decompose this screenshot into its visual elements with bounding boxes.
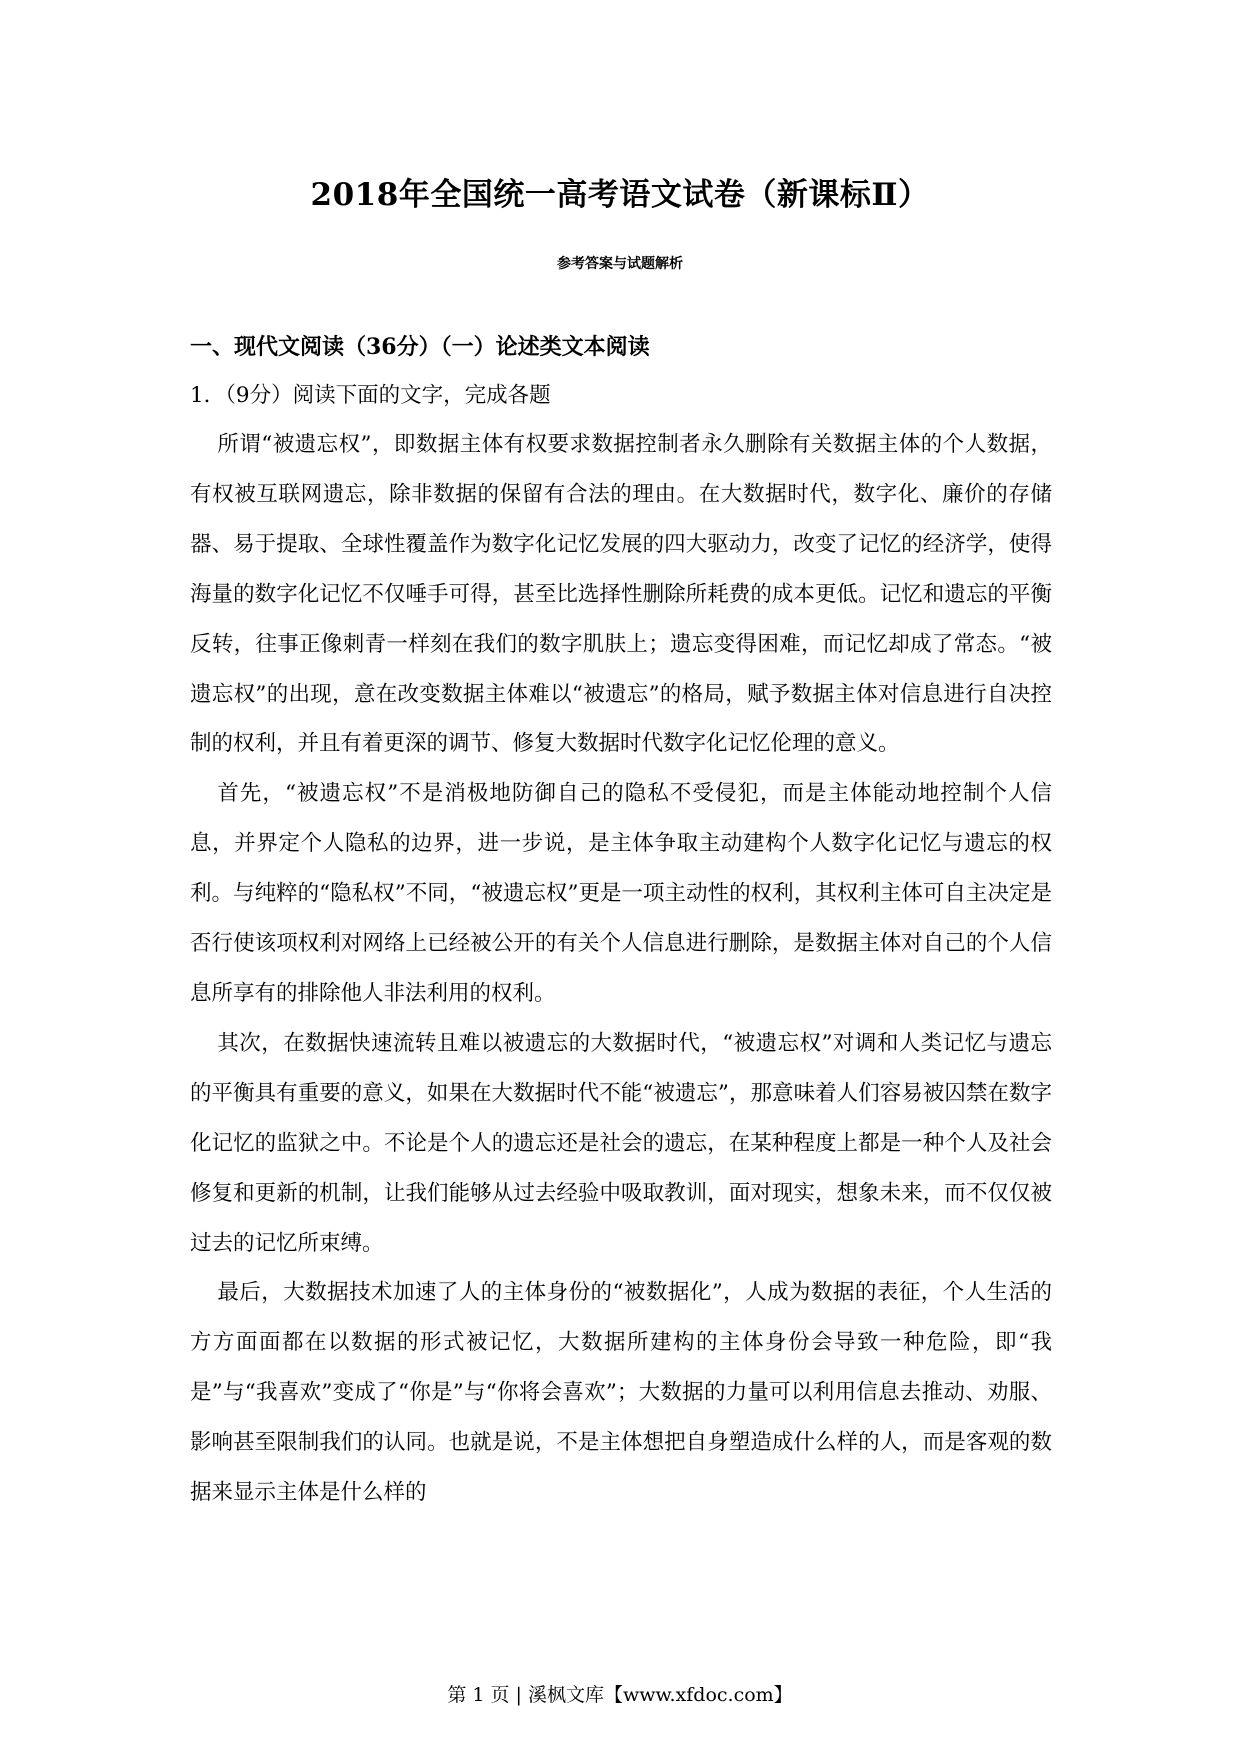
section-heading: 一、现代文阅读（36分）（一）论述类文本阅读: [190, 334, 650, 360]
passage-body: [190, 420, 1052, 1518]
passage-paragraph: 所谓“被遗忘权”，即数据主体有权要求数据控制者永久删除有关数据主体的个人数据，有权被互联网遗忘，除非数据的保留有合法的理由。在大数据时代，数字化、廉价的存储器、易于提取、全球性覆盖作为数字化记忆发展的四大驱动力，改变了记忆的经济学，使得海量的数字化记忆不仅唾手可得，甚至比选择性删除所耗费的成本更低。记忆和遗忘的平衡反转，往事正像刺青一样刻在我们的数字肌肤上；遗忘变得困难，而记忆却成了常态。“被遗忘权”的出现，意在改变数据主体难以“被遗忘”的格局，赋予数据主体对信息进行自决控制的权利，并且有着更深的调节、修复大数据时代数字化记忆伦理的意义。: [190, 432, 1052, 757]
passage-paragraph: 最后，大数据技术加速了人的主体身份的“被数据化”，人成为数据的表征，个人生活的方方面面都在以数据的形式被记忆，大数据所建构的主体身份会导致一种危险，即“我是”与“我喜欢”变成了“你是”与“你将会喜欢”；大数据的力量可以利用信息去推动、劝服、影响甚至限制我们的认同。也就是说，不是主体想把自身塑造成什么样的人，而是客观的数据来显示主体是什么样的: [190, 1280, 1052, 1506]
document-subtitle: 参考答案与试题解析: [557, 256, 683, 272]
passage-paragraph: 其次，在数据快速流转且难以被遗忘的大数据时代，“被遗忘权”对调和人类记忆与遗忘的平衡具有重要的意义，如果在大数据时代不能“被遗忘”，那意味着人们容易被囚禁在数字化记忆的监狱之中。不论是个人的遗忘还是社会的遗忘，在某种程度上都是一种个人及社会修复和更新的机制，让我们能够从过去经验中吸取教训，面对现实，想象未来，而不仅仅被过去的记忆所束缚。: [190, 1030, 1052, 1256]
page-footer: 第 1 页 | 溪枫文库【www.xfdoc.com】: [447, 1684, 793, 1706]
question-prompt: 1．（9分）阅读下面的文字，完成各题: [190, 383, 551, 408]
passage-paragraph: 首先，“被遗忘权”不是消极地防御自己的隐私不受侵犯，而是主体能动地控制个人信息，并界定个人隐私的边界，进一步说，是主体争取主动建构个人数字化记忆与遗忘的权利。与纯粹的“隐私权”不同，“被遗忘权”更是一项主动性的权利，其权利主体可自主决定是否行使该项权利对网络上已经被公开的有关个人信息进行删除，是数据主体对自己的个人信息所享有的排除他人非法利用的权利。: [190, 781, 1052, 1006]
document-title: 2018年全国统一高考语文试卷（新课标Ⅱ）: [310, 177, 930, 213]
